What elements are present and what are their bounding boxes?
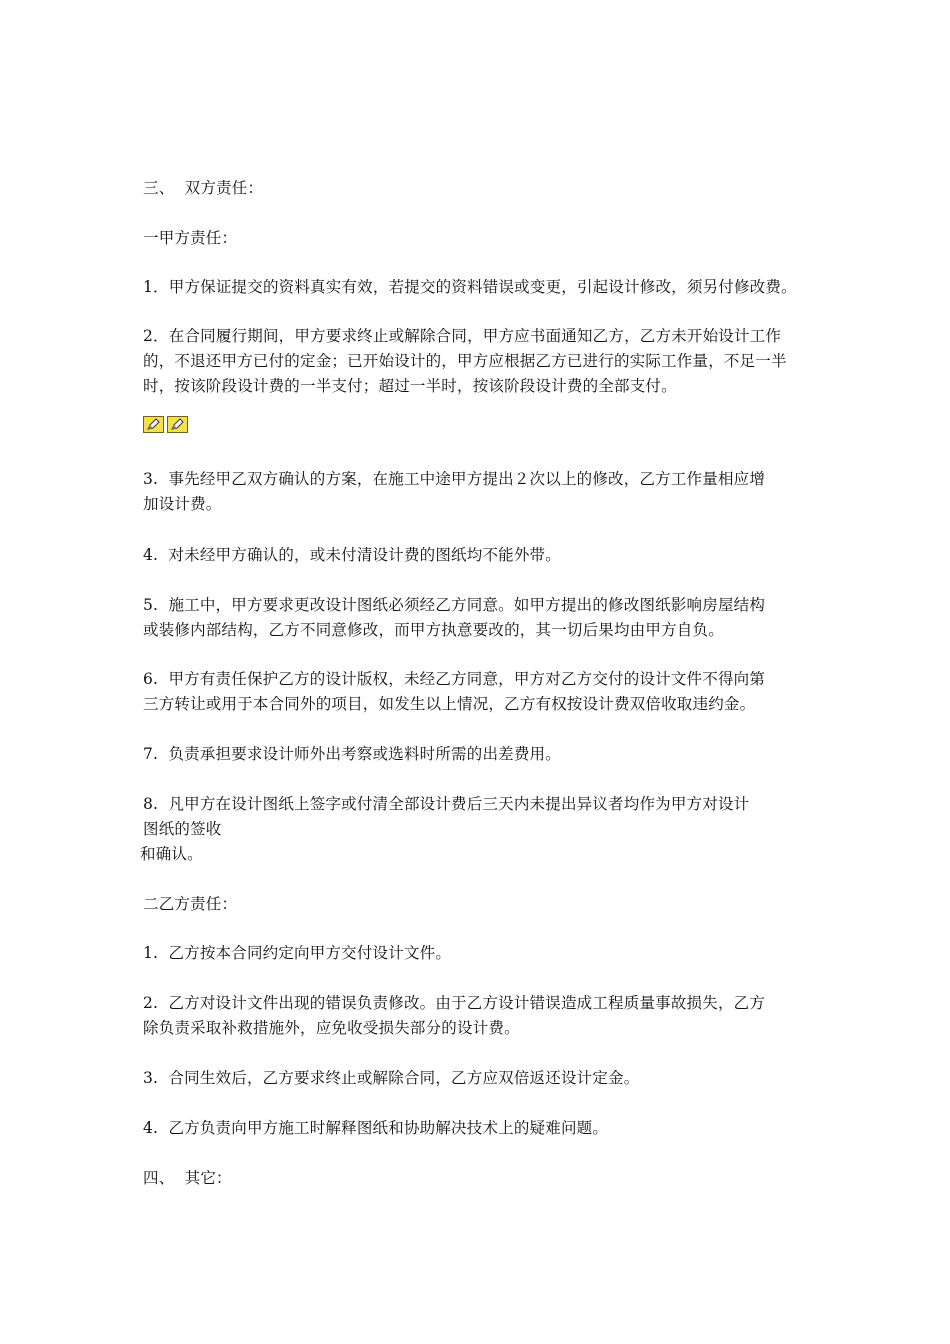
section-4-heading: 四、 其它：: [143, 1169, 232, 1187]
party-a-item-4: 4. 对未经甲方确认的，或未付清设计费的图纸均不能外带。: [143, 546, 561, 564]
party-b-item-3: 3. 合同生效后，乙方要求终止或解除合同，乙方应双倍返还设计定金。: [143, 1069, 640, 1087]
party-a-item-5-line-2: 或装修内部结构，乙方不同意修改，而甲方执意要改的，其一切后果均由甲方自负。: [143, 621, 724, 639]
party-a-item-2-line-1: 2．在合同履行期间，甲方要求终止或解除合同，甲方应书面通知乙方，乙方未开始设计工作: [143, 327, 782, 345]
party-b-heading: 二乙方责任：: [143, 895, 238, 913]
party-a-item-8-line-2: 图纸的签收: [143, 820, 222, 838]
inline-toolbar: [143, 416, 188, 435]
party-a-item-3-line-1: 3. 事先经甲乙双方确认的方案，在施工中途甲方提出２次以上的修改，乙方工作量相应增: [143, 470, 766, 488]
edit-button-1[interactable]: [143, 416, 164, 433]
party-a-item-6-line-1: 6. 甲方有责任保护乙方的设计版权，未经乙方同意，甲方对乙方交付的设计文件不得向第: [143, 670, 766, 688]
party-a-item-3-line-2: 加设计费。: [143, 495, 222, 513]
party-a-item-7: 7. 负责承担要求设计师外出考察或选料时所需的出差费用。: [143, 745, 561, 763]
edit-button-2[interactable]: [167, 416, 188, 433]
party-a-item-8-line-3: 和确认。: [140, 845, 203, 863]
party-b-item-2-line-2: 除负责采取补救措施外，应免收受损失部分的设计费。: [143, 1019, 520, 1037]
party-a-item-2-line-2: 的，不退还甲方已付的定金；已开始设计的，甲方应根据乙方已进行的实际工作量，不足一半: [143, 352, 787, 370]
section-3-heading: 三、 双方责任：: [143, 179, 264, 197]
party-b-item-4: 4. 乙方负责向甲方施工时解释图纸和协助解决技术上的疑难问题。: [143, 1119, 609, 1137]
edit-icon: [170, 418, 185, 431]
party-a-item-2-line-3: 时，按该阶段设计费的一半支付；超过一半时，按该阶段设计费的全部支付。: [143, 377, 677, 395]
party-b-item-1: 1. 乙方按本合同约定向甲方交付设计文件。: [143, 944, 452, 962]
edit-icon: [146, 418, 161, 431]
party-a-item-8-line-1: 8. 凡甲方在设计图纸上签字或付清全部设计费后三天内未提出异议者均作为甲方对设计: [143, 795, 750, 813]
party-a-item-6-line-2: 三方转让或用于本合同外的项目，如发生以上情况，乙方有权按设计费双倍收取违约金。: [143, 695, 756, 713]
party-a-heading: 一甲方责任：: [143, 229, 238, 247]
party-b-item-2-line-1: 2. 乙方对设计文件出现的错误负责修改。由于乙方设计错误造成工程质量事故损失，乙方: [143, 994, 766, 1012]
party-a-item-1: 1．甲方保证提交的资料真实有效，若提交的资料错误或变更，引起设计修改，须另付修改费。: [143, 278, 797, 296]
party-a-item-5-line-1: 5. 施工中，甲方要求更改设计图纸必须经乙方同意。如甲方提出的修改图纸影响房屋结构: [143, 596, 766, 614]
